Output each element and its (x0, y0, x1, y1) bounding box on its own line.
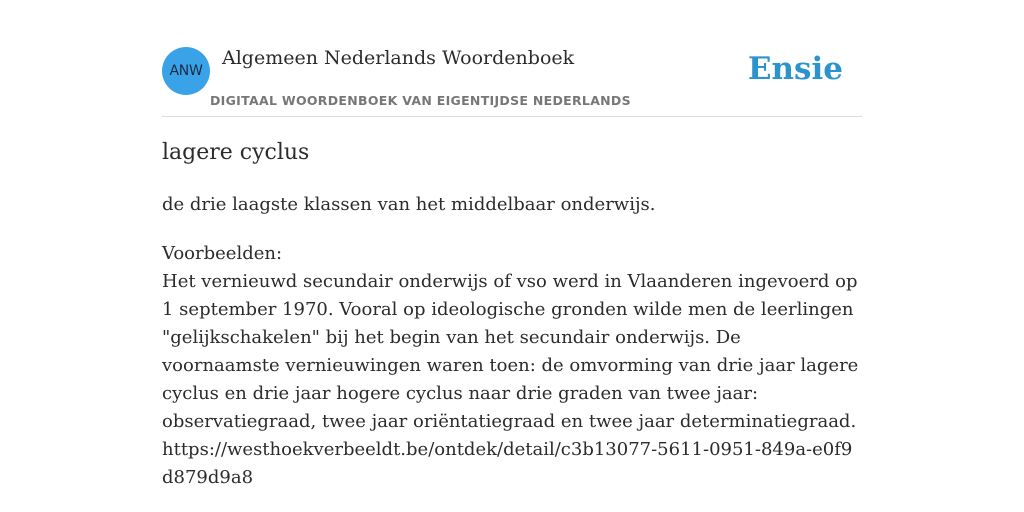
examples-label: Voorbeelden: (162, 243, 283, 264)
logo-text: ANW (169, 63, 203, 79)
example-text: Het vernieuwd secundair onderwijs of vso werd in Vlaanderen ingevoerd op 1 september 1970. Vooral op ideologische gronden wilde men de leerlingen "gelijkschakelen" bij het begin van het secundair onderwijs. De voornaamste vernieuwingen waren toen: de omvorming van drie jaar lagere cyclus en drie jaar hogere cyclus naar drie graden van twee jaar: observatiegraad, twee jaar oriëntatiegraad en twee jaar determinatiegraad. (162, 271, 859, 432)
site-subtitle: DIGITAAL WOORDENBOEK VAN EIGENTIJDSE NEDERLANDS (210, 93, 631, 108)
site-title[interactable]: Algemeen Nederlands Woordenboek (222, 47, 575, 69)
example-source-url: https://westhoekverbeeldt.be/ontdek/detail/c3b13077-5611-0951-849a-e0f9d879d9a8 (162, 439, 853, 488)
ensie-brand-logo[interactable]: Ensie (747, 51, 843, 87)
anw-logo[interactable] (162, 47, 210, 95)
header (162, 40, 862, 117)
entry-title: lagere cyclus (162, 140, 310, 165)
entry-definition: de drie laagste klassen van het middelbaar onderwijs. (162, 194, 656, 215)
examples-section (162, 240, 862, 492)
